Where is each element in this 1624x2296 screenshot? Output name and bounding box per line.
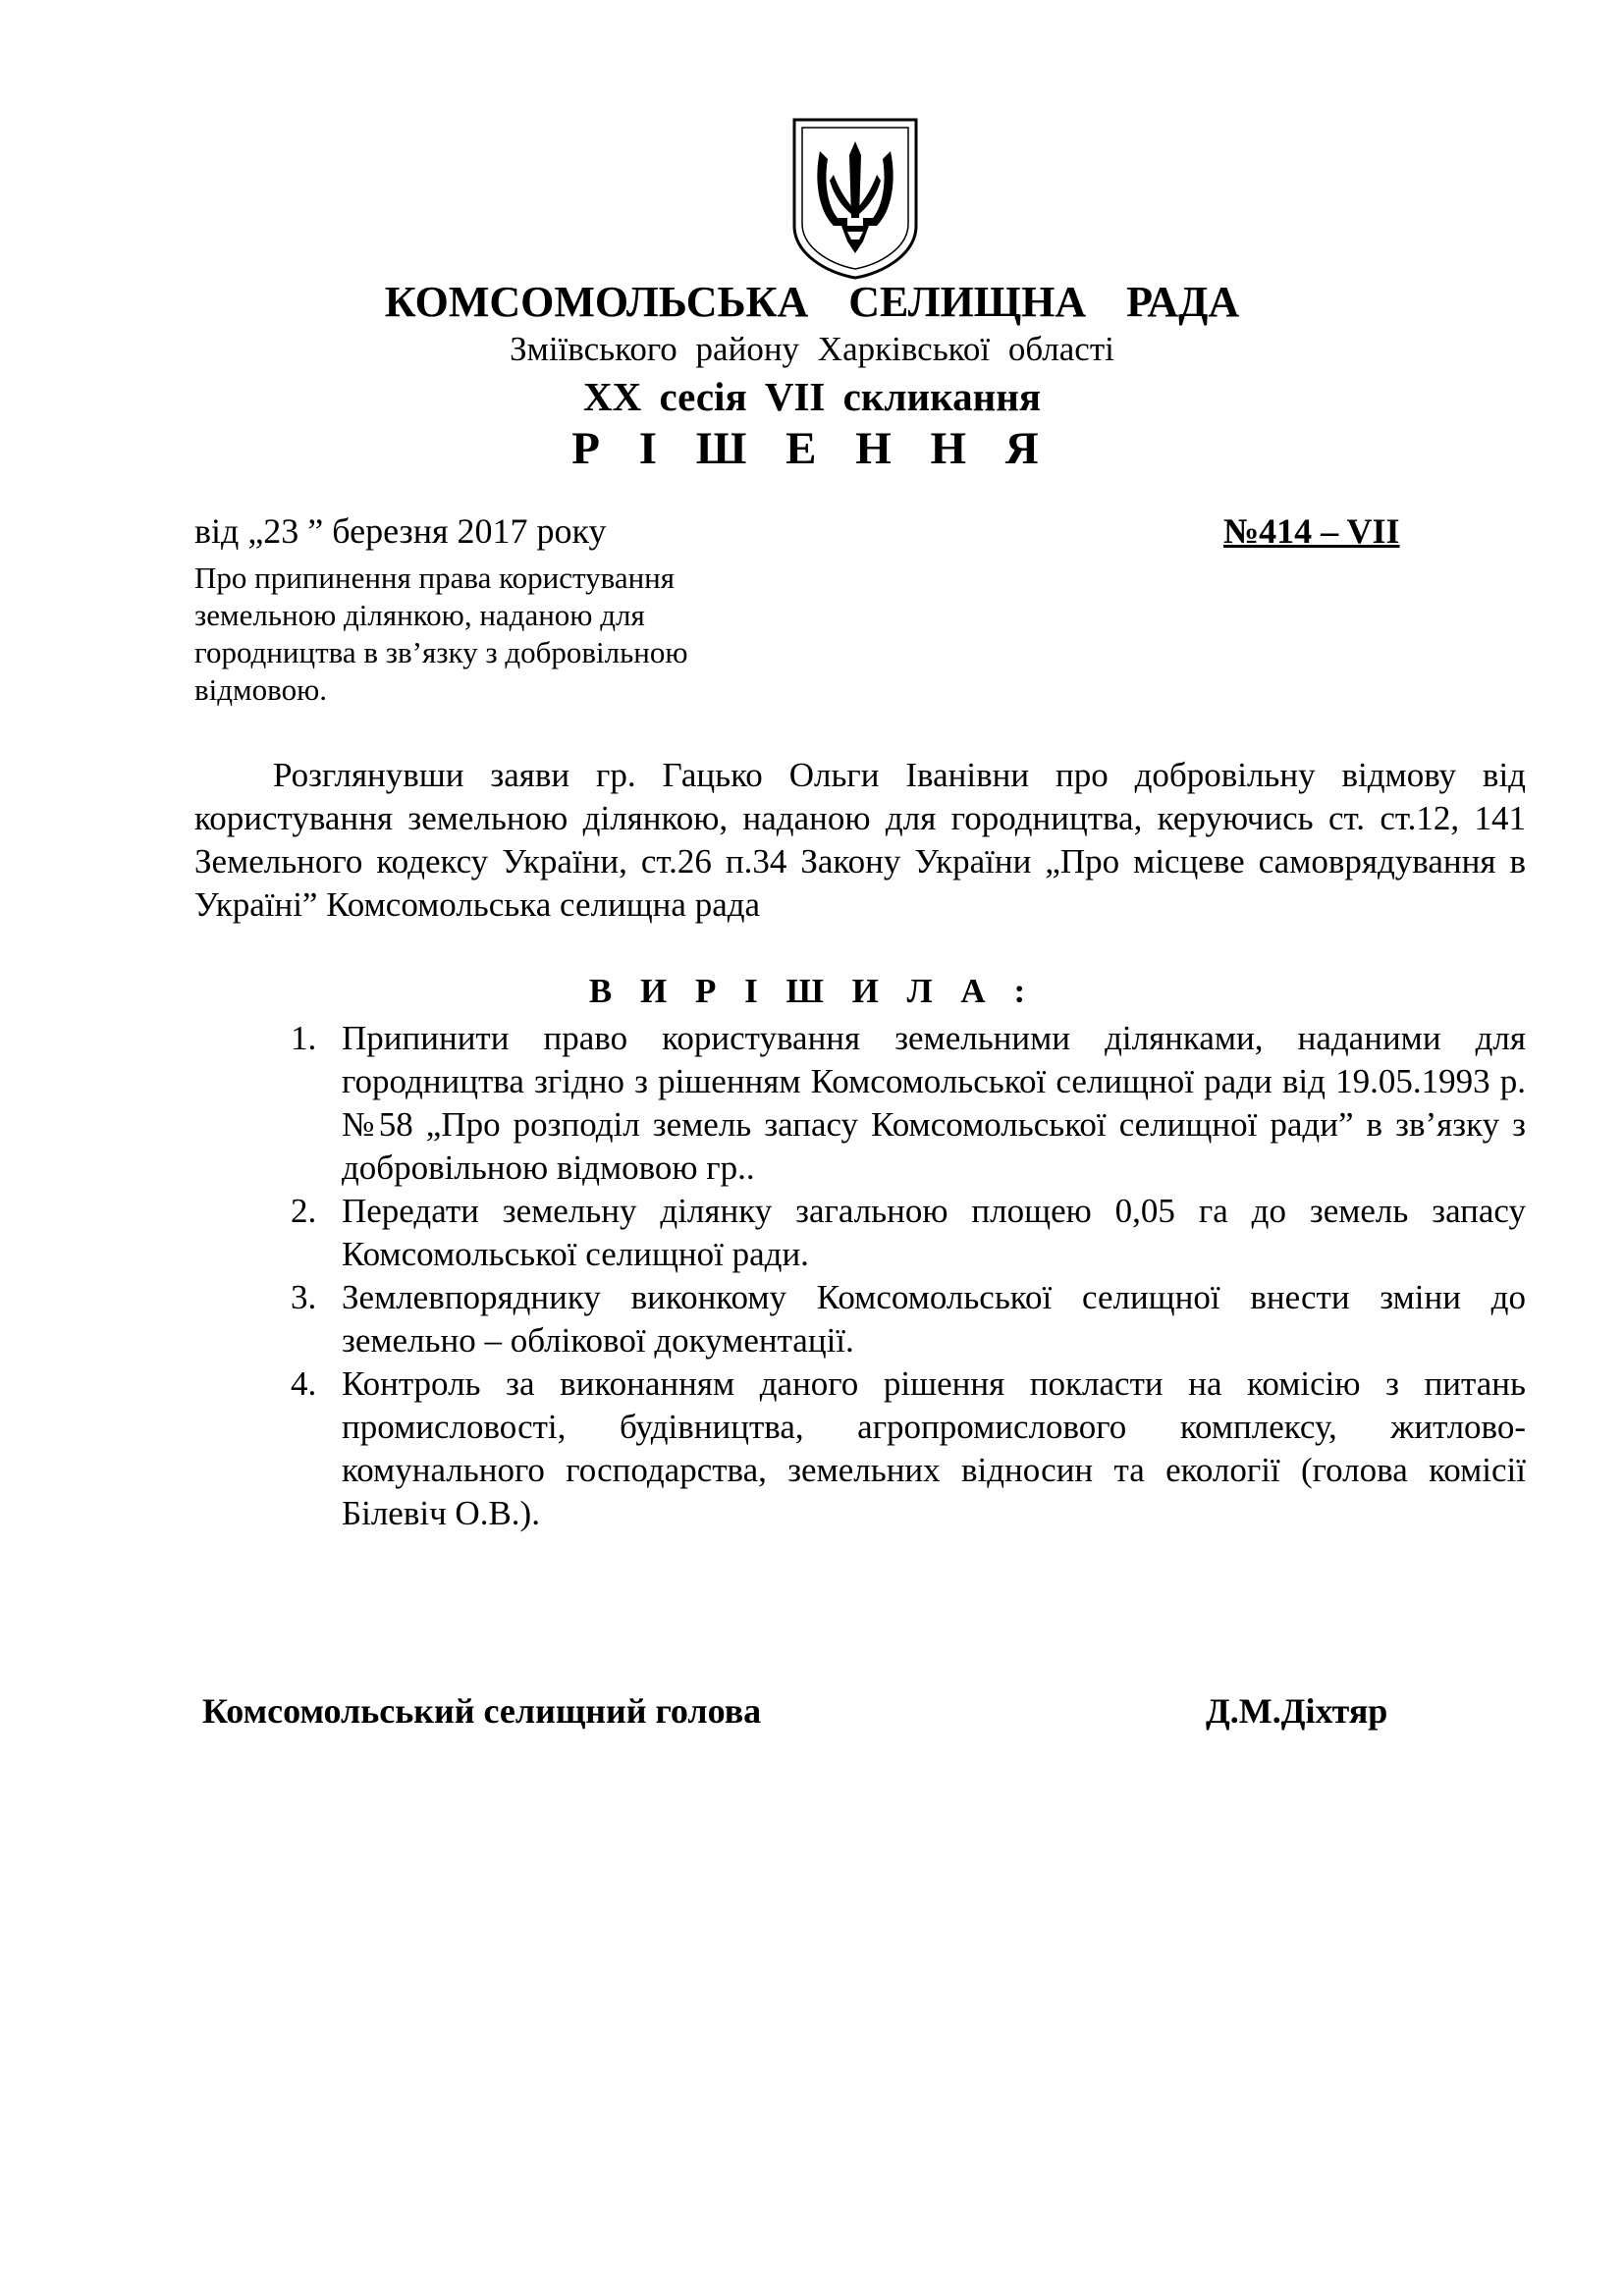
item-text: Припинити право користування земельними ділянками, наданими для городництва згідно з рішенням Комсомольської селищної ради від 19.05.1993 р. №58 „Про розподіл земель запасу Комсомольської селищної ради” в зв’язку з добровільною відмовою гр.. <box>342 1019 1526 1187</box>
subject-line: земельною ділянкою, наданою для <box>194 598 645 632</box>
item-text: Передати земельну ділянку загальною площею 0,05 га до земель запасу Комсомольської селищної ради. <box>342 1192 1526 1273</box>
coat-of-arms-trident-icon <box>790 116 920 281</box>
resolution-items-list <box>291 1017 1526 1535</box>
subject-line: відмовою. <box>194 672 327 707</box>
item-number: 2. <box>291 1192 317 1230</box>
decision-number: №414 – VII <box>1223 511 1400 551</box>
decided-heading: В И Р І Ш И Л А : <box>588 972 1036 1010</box>
subject-line: городництва в зв’язку з добровільною <box>194 635 688 669</box>
council-title: КОМСОМОЛЬСЬКА СЕЛИЩНА РАДА <box>384 278 1240 326</box>
list-item <box>291 1190 1526 1276</box>
item-number: 1. <box>291 1019 317 1057</box>
list-item <box>291 1017 1526 1190</box>
subject-block <box>194 560 744 709</box>
document-type-heading: Р І Ш Е Н Н Я <box>571 423 1053 474</box>
decision-date: від „23 ” березня 2017 року <box>194 511 607 551</box>
item-number: 3. <box>291 1278 317 1316</box>
item-number: 4. <box>291 1364 317 1403</box>
preamble-paragraph: Розглянувши заяви гр. Гацько Ольги Іванівни про добровільну відмову від користування земельною ділянкою, наданою для городництва, керуючись ст. ст.12, 141 Земельного кодексу України, ст.26 п.34 Закону України „Про місцеве самоврядування в Україні” Комсомольська селищна рада <box>194 756 1526 924</box>
subject-line: Про припинення права користування <box>194 561 676 595</box>
signer-title: Комсомольський селищний голова <box>202 1691 762 1731</box>
list-item <box>291 1362 1526 1535</box>
signer-name: Д.М.Діхтяр <box>1206 1691 1388 1731</box>
district-subtitle: Зміївського району Харківської області <box>510 330 1114 368</box>
session-line: XX сесія VII скликання <box>582 374 1042 419</box>
item-text: Землевпоряднику виконкому Комсомольської селищної внести зміни до земельно – облікової документації. <box>342 1278 1526 1360</box>
list-item <box>291 1276 1526 1362</box>
item-text: Контроль за виконанням даного рішення покласти на комісію з питань промисловості, будівництва, агропромислового комплексу, житлово-комунального господарства, земельних відносин та екології (голова комісії Білевіч О.В.). <box>342 1364 1526 1532</box>
